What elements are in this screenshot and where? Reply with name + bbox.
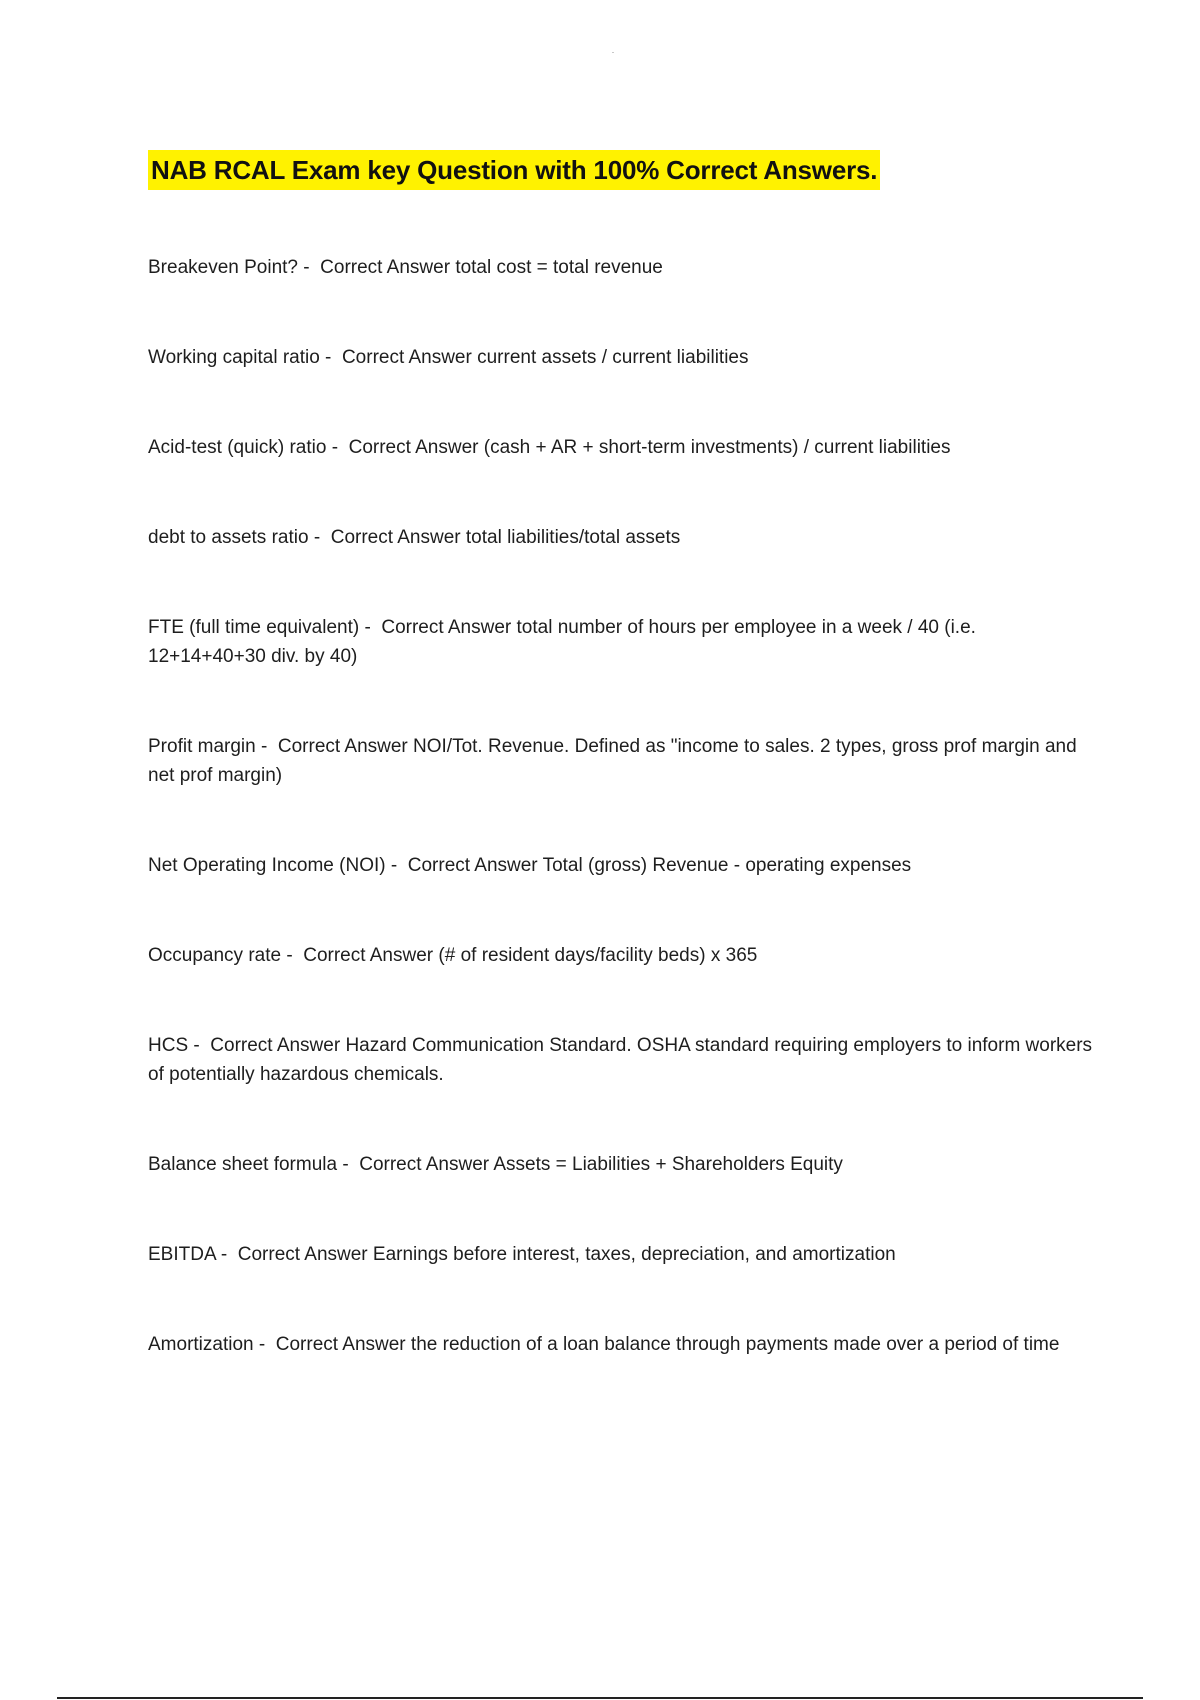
qa-answer: total number of hours per employee in a week / 40 (i.e. 12+14+40+30 div. by 40) bbox=[148, 617, 976, 667]
qa-term: Net Operating Income (NOI) - bbox=[148, 855, 398, 876]
qa-term: HCS - bbox=[148, 1035, 200, 1056]
qa-answer: Total (gross) Revenue - operating expenses bbox=[542, 855, 912, 876]
qa-term: Working capital ratio - bbox=[148, 347, 332, 368]
qa-term: Balance sheet formula - bbox=[148, 1154, 349, 1175]
qa-answer-label: Correct Answer bbox=[320, 257, 451, 278]
qa-answer-label: Correct Answer bbox=[275, 1334, 406, 1355]
qa-answer-label: Correct Answer bbox=[381, 617, 512, 638]
qa-item bbox=[148, 343, 1098, 372]
qa-answer: (# of resident days/facility beds) x 365 bbox=[438, 945, 758, 966]
title-block bbox=[148, 150, 880, 190]
qa-item bbox=[148, 941, 1098, 970]
qa-answer-label: Correct Answer bbox=[359, 1154, 490, 1175]
qa-item bbox=[148, 1240, 1098, 1269]
qa-item bbox=[148, 433, 1098, 462]
qa-answer-label: Correct Answer bbox=[210, 1035, 341, 1056]
qa-answer: the reduction of a loan balance through payments made over a period of time bbox=[410, 1334, 1060, 1355]
document-title: NAB RCAL Exam key Question with 100% Correct Answers. bbox=[148, 150, 880, 190]
qa-term: Acid-test (quick) ratio - bbox=[148, 437, 339, 458]
qa-answer: current assets / current liabilities bbox=[477, 347, 749, 368]
qa-item bbox=[148, 523, 1098, 552]
qa-answer: NOI/Tot. Revenue. Defined as "income to sales. 2 types, gross prof margin and net prof margin) bbox=[148, 736, 1077, 786]
qa-answer-label: Correct Answer bbox=[330, 527, 461, 548]
qa-answer: (cash + AR + short-term investments) / current liabilities bbox=[483, 437, 951, 458]
qa-term: FTE (full time equivalent) - bbox=[148, 617, 371, 638]
qa-item bbox=[148, 1031, 1098, 1089]
qa-term: Amortization - bbox=[148, 1334, 266, 1355]
qa-item bbox=[148, 613, 1098, 671]
qa-item bbox=[148, 1150, 1098, 1179]
qa-list bbox=[148, 253, 1098, 1420]
page-bottom-rule bbox=[57, 1697, 1143, 1699]
qa-answer-label: Correct Answer bbox=[407, 855, 538, 876]
page-mark bbox=[612, 52, 614, 53]
qa-item bbox=[148, 851, 1098, 880]
qa-answer-label: Correct Answer bbox=[277, 736, 408, 757]
qa-answer: Hazard Communication Standard. OSHA standard requiring employers to inform workers of potentially hazardous chemicals. bbox=[148, 1035, 1093, 1085]
qa-answer-label: Correct Answer bbox=[303, 945, 434, 966]
qa-term: Profit margin - bbox=[148, 736, 268, 757]
qa-answer: total cost = total revenue bbox=[455, 257, 663, 278]
qa-answer: Earnings before interest, taxes, depreciation, and amortization bbox=[372, 1244, 896, 1265]
qa-term: Breakeven Point? - bbox=[148, 257, 310, 278]
qa-answer-label: Correct Answer bbox=[237, 1244, 368, 1265]
qa-item bbox=[148, 253, 1098, 282]
qa-answer-label: Correct Answer bbox=[348, 437, 479, 458]
qa-term: debt to assets ratio - bbox=[148, 527, 321, 548]
qa-item bbox=[148, 1330, 1098, 1359]
qa-answer: total liabilities/total assets bbox=[465, 527, 681, 548]
qa-answer: Assets = Liabilities + Shareholders Equity bbox=[493, 1154, 843, 1175]
qa-term: EBITDA - bbox=[148, 1244, 228, 1265]
qa-item bbox=[148, 732, 1098, 790]
qa-term: Occupancy rate - bbox=[148, 945, 293, 966]
qa-answer-label: Correct Answer bbox=[341, 347, 472, 368]
